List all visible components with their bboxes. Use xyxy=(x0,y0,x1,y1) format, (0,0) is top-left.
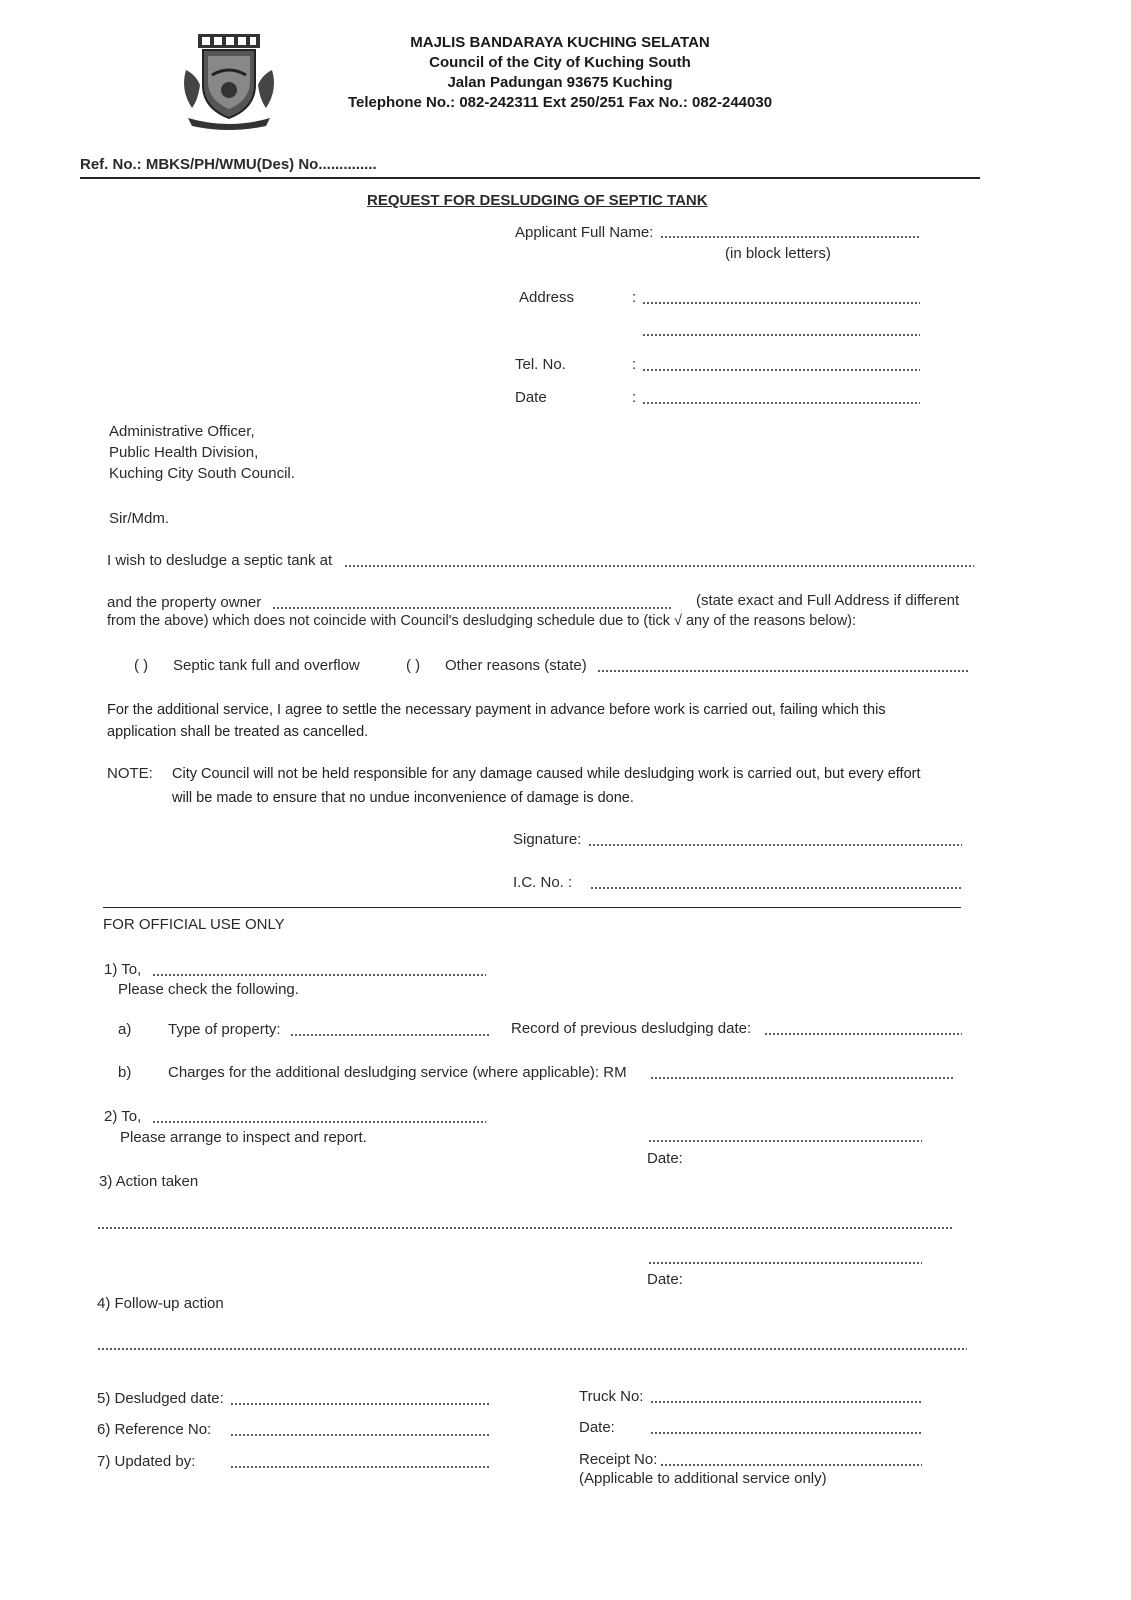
receipt-number-field[interactable] xyxy=(660,1464,922,1466)
official-use-heading: FOR OFFICIAL USE ONLY xyxy=(103,916,285,933)
item2-arrange-text: Please arrange to inspect and report. xyxy=(120,1129,367,1146)
block-letters-note: (in block letters) xyxy=(725,245,831,262)
org-address: Jalan Padungan 93675 Kuching xyxy=(447,74,673,91)
follow-up-field[interactable] xyxy=(97,1348,967,1350)
item2-to-label: 2) To, xyxy=(104,1108,142,1125)
desludged-date-label: 5) Desludged date: xyxy=(97,1390,224,1407)
receipt-number-label: Receipt No: xyxy=(579,1451,658,1468)
state-exact-note: (state exact and Full Address if different xyxy=(696,592,960,609)
date-field[interactable] xyxy=(642,402,920,404)
ic-number-label: I.C. No. : xyxy=(513,874,573,891)
signature-label: Signature: xyxy=(513,831,582,848)
item1-to-field[interactable] xyxy=(152,974,486,976)
org-phone-fax: Telephone No.: 082-242311 Ext 250/251 Fax No.: 082-244030 xyxy=(347,94,773,111)
option2-label: Other reasons (state) xyxy=(445,657,587,674)
tel-field[interactable] xyxy=(642,369,920,371)
salutation: Sir/Mdm. xyxy=(109,510,169,527)
type-of-property-field[interactable] xyxy=(290,1034,490,1036)
item3-date-label: Date: xyxy=(647,1271,683,1288)
recipient-line3: Kuching City South Council. xyxy=(109,465,295,482)
item-a-label: a) xyxy=(118,1021,132,1038)
item1-to-label: 1) To, xyxy=(104,961,142,978)
note-line1: City Council will not be held responsible for any damage caused while desludging work is carried out, but every effort xyxy=(172,766,921,782)
address-field-line1[interactable] xyxy=(642,302,920,304)
desludge-location-field[interactable] xyxy=(344,565,974,567)
payment-line2: application shall be treated as cancelled. xyxy=(107,724,369,740)
truck-number-label: Truck No: xyxy=(579,1388,644,1405)
item3-signature-field[interactable] xyxy=(648,1262,922,1264)
address-field-line2[interactable] xyxy=(642,334,920,336)
item2-to-field[interactable] xyxy=(152,1121,486,1123)
official-date-field[interactable] xyxy=(650,1432,922,1434)
type-of-property-label: Type of property: xyxy=(168,1021,281,1038)
date-colon: : xyxy=(632,389,637,406)
item1-check-text: Please check the following. xyxy=(118,981,299,998)
date-label: Date xyxy=(515,389,547,406)
receipt-note: (Applicable to additional service only) xyxy=(579,1470,827,1487)
payment-line1: For the additional service, I agree to settle the necessary payment in advance before work is carried out, failing which this xyxy=(107,702,886,718)
desludged-date-field[interactable] xyxy=(230,1403,490,1405)
address-label: Address xyxy=(519,289,575,306)
charges-field[interactable] xyxy=(650,1077,955,1079)
option1-label: Septic tank full and overflow xyxy=(173,657,360,674)
option2-checkbox[interactable]: ( ) xyxy=(406,657,421,674)
action-taken-label: 3) Action taken xyxy=(99,1173,199,1190)
item2-signature-field[interactable] xyxy=(648,1140,922,1142)
item-b-label: b) xyxy=(118,1064,132,1081)
other-reasons-field[interactable] xyxy=(597,670,969,672)
previous-desludging-label: Record of previous desludging date: xyxy=(511,1020,752,1037)
tel-label: Tel. No. xyxy=(515,356,566,373)
option1-checkbox[interactable]: ( ) xyxy=(134,657,149,674)
ic-number-field[interactable] xyxy=(590,887,962,889)
schedule-reason-text: from the above) which does not coincide with Council's desludging schedule due to (tick √ any of the reasons below): xyxy=(107,613,857,629)
council-crest-logo xyxy=(178,30,280,132)
updated-by-label: 7) Updated by: xyxy=(97,1453,196,1470)
header-divider xyxy=(80,177,980,179)
note-label: NOTE: xyxy=(107,765,153,782)
org-name-english: Council of the City of Kuching South xyxy=(429,54,691,71)
action-taken-field[interactable] xyxy=(97,1227,953,1229)
updated-by-field[interactable] xyxy=(230,1466,490,1468)
signature-field[interactable] xyxy=(588,844,962,846)
recipient-line2: Public Health Division, xyxy=(109,444,259,461)
address-colon: : xyxy=(632,289,637,306)
org-name: MAJLIS BANDARAYA KUCHING SELATAN xyxy=(410,34,710,51)
official-date-label: Date: xyxy=(579,1419,615,1436)
property-owner-field[interactable] xyxy=(272,607,672,609)
item2-date-label: Date: xyxy=(647,1150,683,1167)
previous-desludging-field[interactable] xyxy=(764,1033,962,1035)
recipient-line1: Administrative Officer, xyxy=(109,423,255,440)
note-line2: will be made to ensure that no undue inconvenience of damage is done. xyxy=(172,790,634,806)
reference-no-label: 6) Reference No: xyxy=(97,1421,212,1438)
reference-number: Ref. No.: MBKS/PH/WMU(Des) No.............. xyxy=(80,156,377,173)
follow-up-label: 4) Follow-up action xyxy=(97,1295,224,1312)
tel-colon: : xyxy=(632,356,637,373)
applicant-name-label: Applicant Full Name: xyxy=(515,224,654,241)
charges-label: Charges for the additional desludging service (where applicable): RM xyxy=(168,1064,627,1081)
desludge-location-label: I wish to desludge a septic tank at xyxy=(107,552,333,569)
property-owner-label: and the property owner xyxy=(107,594,262,611)
truck-number-field[interactable] xyxy=(650,1401,922,1403)
form-title: REQUEST FOR DESLUDGING OF SEPTIC TANK xyxy=(367,192,708,209)
applicant-name-field[interactable] xyxy=(660,236,920,238)
reference-no-field[interactable] xyxy=(230,1434,490,1436)
official-divider xyxy=(103,907,961,908)
